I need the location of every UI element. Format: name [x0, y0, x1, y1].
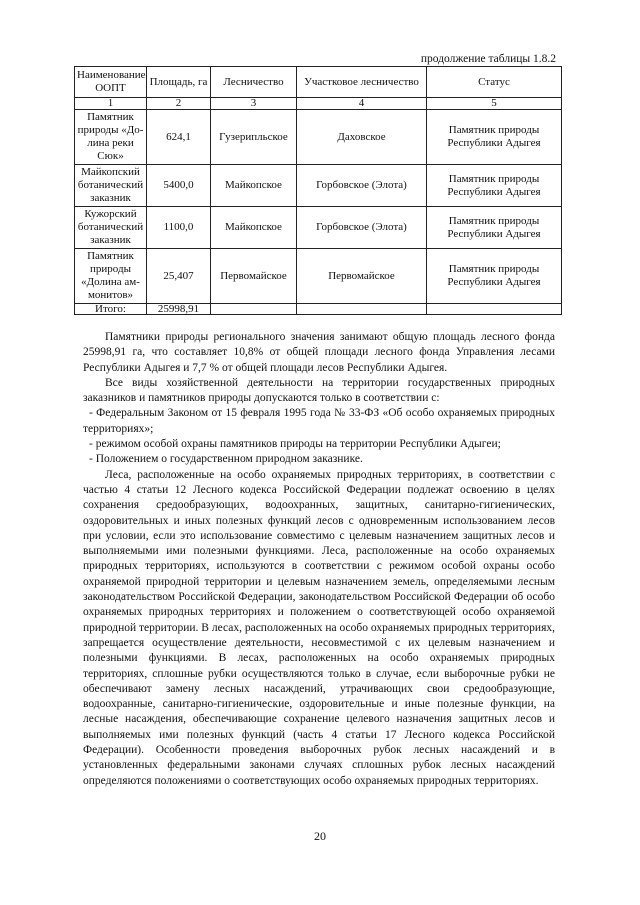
cell-forestry: Гузерипльское [211, 110, 297, 165]
cell-status: Памятник природы Республики Адыгея [427, 165, 562, 207]
cell-district-forestry: Первомайское [297, 249, 427, 304]
table-number-row [75, 98, 562, 110]
cell-status: Памятник природы Республики Адыгея [427, 207, 562, 249]
empty-cell [427, 304, 562, 315]
table-row [75, 207, 562, 249]
header-status: Статус [427, 67, 562, 98]
cell-district-forestry: Горбовское (Элота) [297, 207, 427, 249]
cell-name: Майкопский ботанический заказник [75, 165, 147, 207]
cell-forestry: Майкопское [211, 165, 297, 207]
cell-forestry: Первомайское [211, 249, 297, 304]
paragraph: Все виды хозяйственной деятельности на территории государственных природных заказников и памятников природы допускаются только в соответствии с: [83, 376, 555, 405]
table-total-row [75, 304, 562, 315]
cell-status: Памятник природы Республики Адыгея [427, 110, 562, 165]
header-name: Наименование ООПТ [75, 67, 147, 98]
paragraph: Леса, расположенные на особо охраняемых природных территориях, в соответствии с частью 4 статьи 12 Лесного кодекса Российской Федерации подлежат освоению в целях сохранения средообразующих, водоохранных, защитных, санитарно-гигиенических, оздоровительных и иных полезных функций лесов с одновременным использованием лесов при условии, если это использование совместимо с целевым назначением защитных лесов и выполняемыми ими полезными функциями. Леса, расположенные на особо охраняемых природных территориях, используются в соответствии с режимом особой охраны особо охраняемой природной территории и целевым назначением земель, определяемыми лесным законодательством Российской Федерации, законодательством Российской Федерации об особо охраняемых природных территориях и положением о соответствующей особо охраняемой природной территории. В лесах, расположенных на особо охраняемых природных территориях, запрещается осуществление деятельности, несовместимой с их целевым назначением и полезными функциями. В лесах, расположенных на особо охраняемых природных территориях, сплошные рубки осуществляются только в случае, если выборочные рубки не обеспечивают замену лесных насаждений, утрачивающих свои средообразующие, водоохранные, санитарно-гигиенические, оздоровительные и иные полезные функции, на лесные насаждения, обеспечивающие сохранение целевого назначения защитных лесов и выполняемых ими полезных функций (часть 4 статьи 17 Лесного кодекса Российской Федерации). Особенности проведения выборочных рубок лесных насаждений и в установленных федеральными законами случаях сплошных рубок лесных насаждений определяются положениями о соответствующих особо охраняемых природных территориях. [83, 468, 555, 787]
table-header-row [75, 67, 562, 98]
cell-area: 624,1 [147, 110, 211, 165]
cell-name: Кужорский ботанический заказник [75, 207, 147, 249]
col-number: 2 [147, 98, 211, 110]
cell-district-forestry: Горбовское (Элота) [297, 165, 427, 207]
table-row [75, 110, 562, 165]
total-value: 25998,91 [147, 304, 211, 315]
empty-cell [211, 304, 297, 315]
header-district-forestry: Участковое лесничество [297, 67, 427, 98]
list-item: - режимом особой охраны памятников природы на территории Республики Адыгеи; [89, 438, 501, 451]
header-area: Площадь, га [147, 67, 211, 98]
empty-cell [297, 304, 427, 315]
paragraph: Памятники природы регионального значения занимают общую площадь лесного фонда 25998,91 га, что составляет 10,8% от общей площади лесного фонда Управления лесами Республики Адыгея и 7,7 % от общей площади лесов Республики Адыгея. [83, 331, 555, 374]
cell-area: 25,407 [147, 249, 211, 304]
body-text [83, 330, 555, 789]
col-number: 1 [75, 98, 147, 110]
cell-name: Памятник природы «Долина ам-монитов» [75, 249, 147, 304]
cell-status: Памятник природы Республики Адыгея [427, 249, 562, 304]
cell-area: 1100,0 [147, 207, 211, 249]
protected-areas-table [74, 66, 562, 315]
table-caption: продолжение таблицы 1.8.2 [420, 53, 556, 65]
cell-district-forestry: Даховское [297, 110, 427, 165]
table-row [75, 249, 562, 304]
col-number: 4 [297, 98, 427, 110]
page-number: 20 [314, 829, 326, 843]
list-item: - Положением о государственном природном заказнике. [89, 453, 363, 466]
cell-area: 5400,0 [147, 165, 211, 207]
cell-name: Памятник природы «До-лина реки Сюк» [75, 110, 147, 165]
col-number: 5 [427, 98, 562, 110]
header-forestry: Лесничество [211, 67, 297, 98]
cell-forestry: Майкопское [211, 207, 297, 249]
total-label: Итого: [75, 304, 147, 315]
table-row [75, 165, 562, 207]
col-number: 3 [211, 98, 297, 110]
list-item: - Федеральным Законом от 15 февраля 1995 года № 33-ФЗ «Об особо охраняемых природных территориях»; [83, 407, 555, 435]
